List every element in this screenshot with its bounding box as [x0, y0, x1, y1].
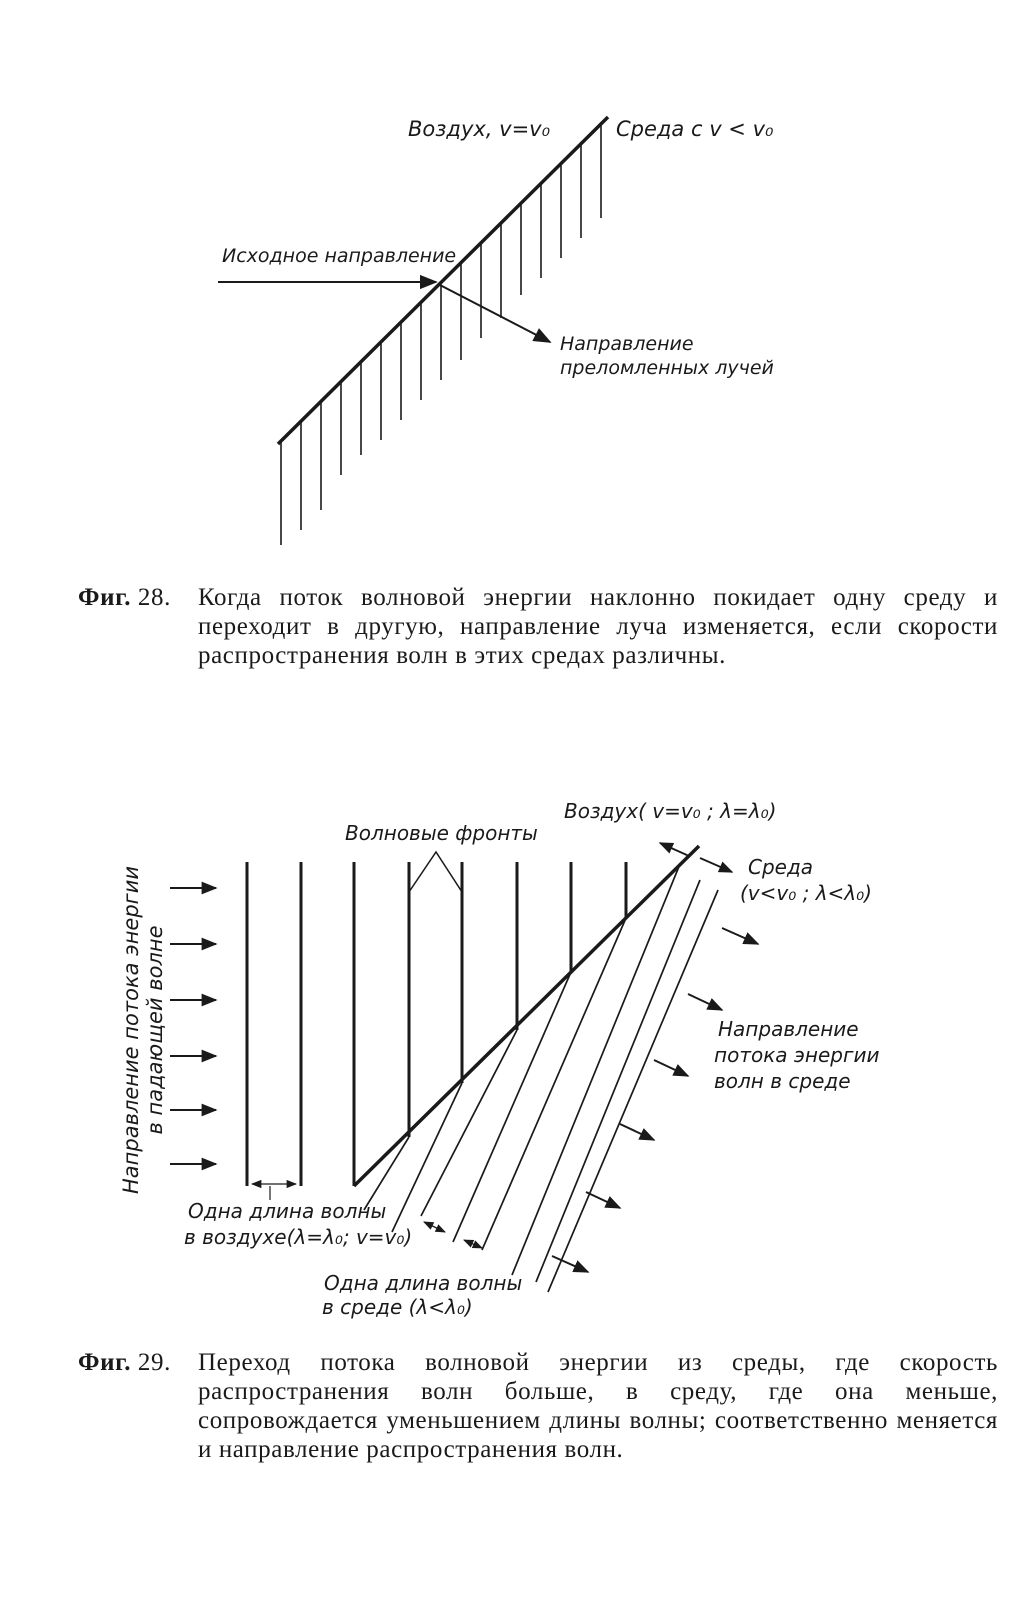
medium-wavelength-leader [464, 1240, 482, 1248]
air-side-arrow [660, 843, 689, 856]
caption-28-text: Когда поток волновой энергии наклонно покидает одну среду и переходит в другую, направление луча изменяется, если скорости распространения волн в этих средах различны. [198, 584, 998, 669]
label-air: Воздух( v=v₀ ; λ=λ₀) [564, 799, 777, 823]
wavefronts-leader [409, 852, 462, 892]
label-incident-direction-2: в падающей волне [143, 925, 167, 1135]
label-refracted-direction-2: преломленных лучей [560, 357, 774, 379]
refracted-wavefronts [364, 864, 718, 1292]
caption-28-tag: Фиг. [78, 584, 132, 611]
boundary-line [278, 117, 608, 444]
label-air-wavelength-2: в воздухе(λ=λ₀; v=v₀) [184, 1225, 413, 1249]
caption-29-text: Переход потока волновой энергии из среды, где скорость распространения волн больше, в среду, где она меньше, сопровождается уменьшением длины волны; соответственно меняется и направление распространения волн. [198, 1349, 998, 1463]
label-air: Воздух, v=v₀ [408, 117, 551, 141]
label-medium-1: Среда [748, 855, 814, 879]
label-incident-direction-1: Направление потока энергии [119, 865, 143, 1195]
label-direction-2: потока энергии [714, 1043, 880, 1067]
medium-side-arrow [700, 858, 732, 872]
label-initial-direction: Исходное направление [222, 245, 457, 267]
label-medium-2: (v<v₀ ; λ<λ₀) [740, 881, 872, 905]
label-wavefronts: Волновые фронты [345, 821, 538, 845]
medium-wavelength-dimension [424, 1222, 445, 1232]
label-medium-wavelength-2: в среде (λ<λ₀) [322, 1295, 473, 1319]
label-medium: Среда с v < v₀ [616, 117, 774, 141]
label-air-wavelength-1: Одна длина волны [188, 1199, 387, 1223]
incident-energy-arrows [170, 888, 216, 1164]
medium-hatching [281, 122, 601, 545]
caption-28-number: 28. [137, 584, 171, 611]
label-medium-wavelength-1: Одна длина волны [324, 1271, 523, 1295]
caption-29-tag: Фиг. [78, 1349, 132, 1376]
label-direction-1: Направление [718, 1017, 859, 1041]
boundary-line [354, 846, 699, 1186]
figure-28-diagram [0, 0, 1019, 560]
label-refracted-direction-1: Направление [560, 333, 694, 355]
caption-29-number: 29. [137, 1349, 171, 1376]
label-direction-3: волн в среде [714, 1069, 851, 1093]
figure-29-diagram [0, 780, 1019, 1340]
refracted-ray-arrow [438, 284, 550, 342]
